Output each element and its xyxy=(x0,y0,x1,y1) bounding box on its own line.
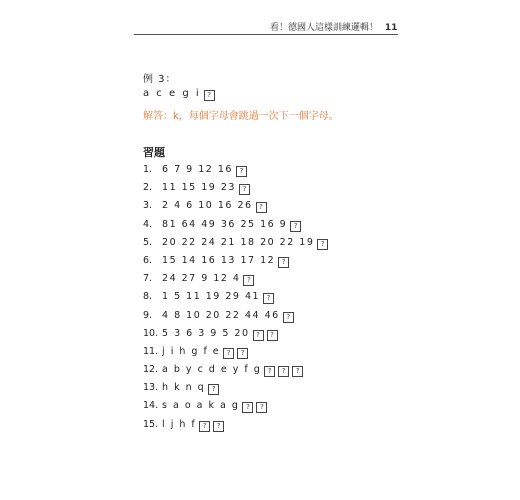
blank-box: ? xyxy=(317,239,328,250)
blank-box: ? xyxy=(263,293,274,304)
example-title-text: 例 3： xyxy=(143,74,177,85)
exercise-sequence: a b y c d e y f g xyxy=(162,364,262,376)
exercises-title: 習題 xyxy=(143,146,165,159)
example-title xyxy=(143,70,177,85)
exercise-sequence: 81 64 49 36 25 16 9 xyxy=(162,218,288,230)
exercise-sequence: h k n q xyxy=(162,382,206,394)
exercise-number: 7. xyxy=(143,273,153,285)
exercise-item xyxy=(143,216,328,234)
blank-box: ? xyxy=(236,166,247,177)
blank-box: ? xyxy=(278,257,289,268)
blank-box: ? xyxy=(239,184,250,195)
exercise-item xyxy=(143,325,328,343)
exercise-item xyxy=(143,307,328,325)
blank-box: ? xyxy=(208,384,219,395)
header-rule xyxy=(134,34,398,35)
blank-box: ? xyxy=(243,275,254,286)
exercise-item xyxy=(143,397,328,415)
exercise-number: 14. xyxy=(143,400,159,412)
exercise-number: 15. xyxy=(143,418,159,430)
exercise-number: 5. xyxy=(143,236,153,248)
exercise-sequence: 5 3 6 3 9 5 20 xyxy=(162,327,250,339)
exercise-sequence: 1 5 11 19 29 41 xyxy=(162,291,261,303)
exercise-number: 12. xyxy=(143,364,159,376)
exercise-number: 11. xyxy=(143,345,159,357)
exercise-sequence: j i h g f e xyxy=(162,345,221,357)
blank-box: ? xyxy=(278,366,289,377)
exercise-number: 8. xyxy=(143,291,153,303)
exercise-sequence: 20 22 24 21 18 20 22 19 xyxy=(162,236,315,248)
exercise-sequence: l j h f xyxy=(162,418,197,430)
blank-box: ? xyxy=(256,402,267,413)
blank-box: ? xyxy=(237,348,248,359)
blank-box: ? xyxy=(204,90,215,101)
exercise-item xyxy=(143,197,328,215)
exercise-list xyxy=(143,161,328,434)
exercise-item xyxy=(143,288,328,306)
exercise-sequence: 24 27 9 12 4 xyxy=(162,273,241,285)
exercise-item xyxy=(143,161,328,179)
blank-box: ? xyxy=(267,330,278,341)
blank-box: ? xyxy=(292,366,303,377)
blank-box: ? xyxy=(199,421,210,432)
blank-box: ? xyxy=(253,330,264,341)
exercise-item xyxy=(143,416,328,434)
exercise-number: 3. xyxy=(143,200,153,212)
blank-box: ? xyxy=(264,366,275,377)
example-sequence-text: a c e g i xyxy=(143,88,201,99)
exercise-item xyxy=(143,361,328,379)
exercise-number: 10. xyxy=(143,327,159,339)
exercise-sequence: 15 14 16 13 17 12 xyxy=(162,254,276,266)
exercise-number: 6. xyxy=(143,254,153,266)
exercise-sequence: 11 15 19 23 xyxy=(162,182,236,194)
exercise-number: 2. xyxy=(143,182,153,194)
exercise-sequence: 4 8 10 20 22 44 46 xyxy=(162,309,280,321)
page-number: 11 xyxy=(384,23,398,33)
exercise-number: 1. xyxy=(143,164,153,175)
example-answer: 解答：k，每個字母會跳過一次下一個字母。 xyxy=(143,111,339,122)
exercise-item xyxy=(143,234,328,252)
blank-box: ? xyxy=(242,402,253,413)
blank-box: ? xyxy=(290,221,301,232)
exercise-item xyxy=(143,252,328,270)
exercise-item xyxy=(143,379,328,397)
blank-box: ? xyxy=(283,312,294,323)
exercise-number: 13. xyxy=(143,382,159,394)
exercise-number: 4. xyxy=(143,218,153,230)
exercise-sequence: 2 4 6 10 16 26 xyxy=(162,200,253,212)
exercise-item xyxy=(143,343,328,361)
exercise-sequence: s a o a k a g xyxy=(162,400,240,412)
blank-box: ? xyxy=(223,348,234,359)
blank-box: ? xyxy=(213,421,224,432)
exercise-item xyxy=(143,270,328,288)
blank-box: ? xyxy=(256,202,267,213)
exercise-number: 9. xyxy=(143,309,153,321)
example-sequence xyxy=(143,88,215,101)
exercise-item xyxy=(143,179,328,197)
exercise-sequence: 6 7 9 12 16 xyxy=(162,164,233,175)
header-title: 看！德國人這樣訓練邏輯！ xyxy=(270,23,379,33)
